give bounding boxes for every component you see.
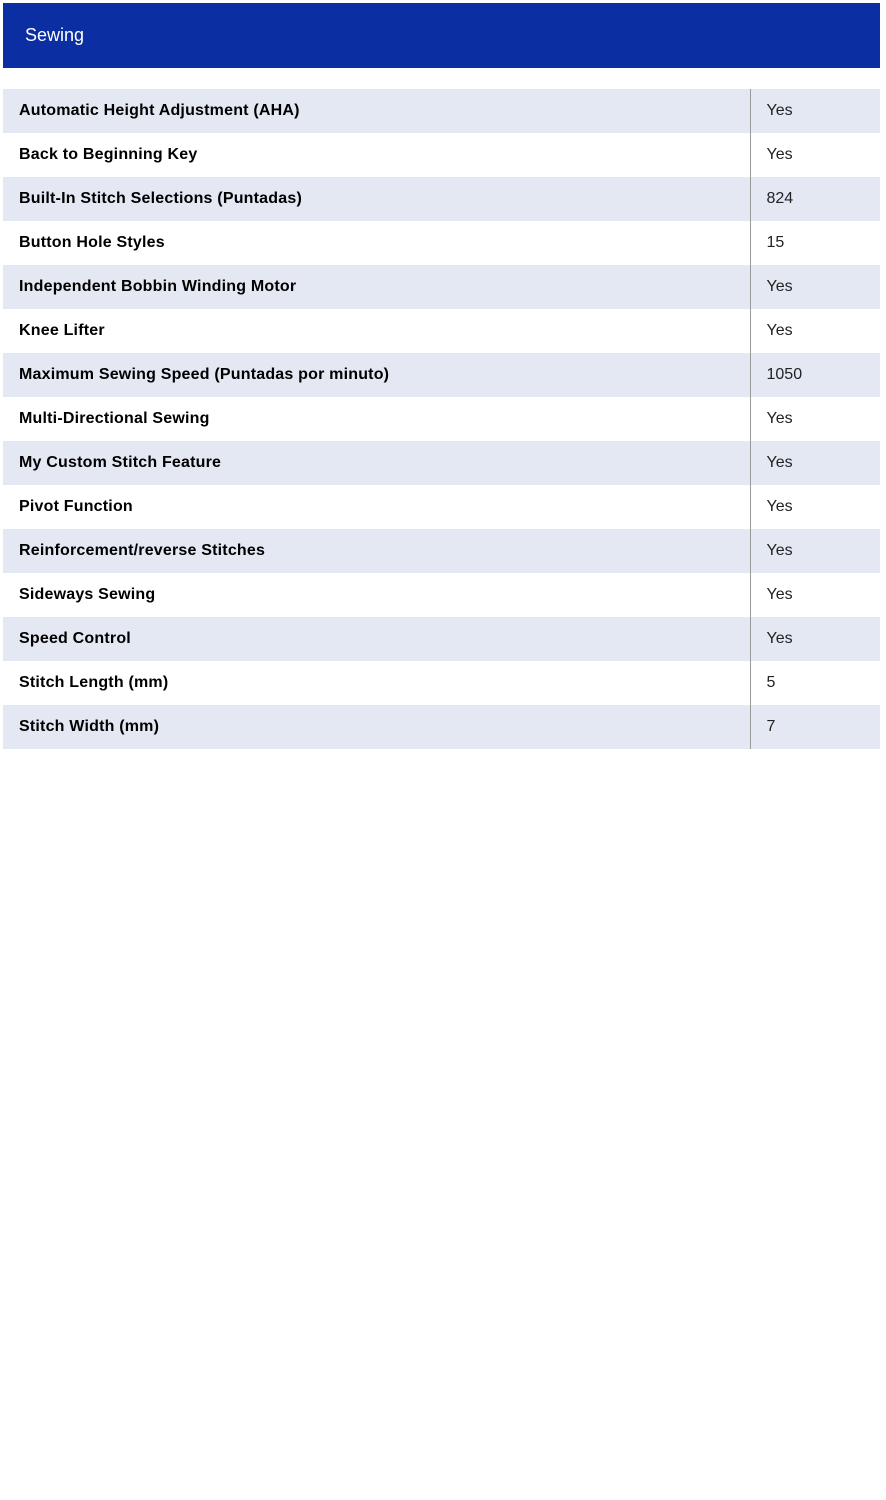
table-row <box>3 221 880 265</box>
spec-label: My Custom Stitch Feature <box>3 441 750 485</box>
spec-value: 1050 <box>750 353 880 397</box>
spec-value: Yes <box>750 397 880 441</box>
table-row <box>3 89 880 133</box>
spec-label: Knee Lifter <box>3 309 750 353</box>
spec-label: Built-In Stitch Selections (Puntadas) <box>3 177 750 221</box>
table-row <box>3 617 880 661</box>
spec-value: Yes <box>750 89 880 133</box>
table-row <box>3 353 880 397</box>
spec-value: Yes <box>750 529 880 573</box>
table-row <box>3 177 880 221</box>
table-row <box>3 441 880 485</box>
table-row <box>3 309 880 353</box>
table-row <box>3 661 880 705</box>
spec-value: Yes <box>750 617 880 661</box>
table-row <box>3 529 880 573</box>
spec-label: Automatic Height Adjustment (AHA) <box>3 89 750 133</box>
spec-value: Yes <box>750 441 880 485</box>
spec-label: Reinforcement/reverse Stitches <box>3 529 750 573</box>
table-row <box>3 397 880 441</box>
spec-label: Multi-Directional Sewing <box>3 397 750 441</box>
spec-value: 7 <box>750 705 880 749</box>
spec-label: Stitch Length (mm) <box>3 661 750 705</box>
spec-label: Maximum Sewing Speed (Puntadas por minuto) <box>3 353 750 397</box>
spec-value: Yes <box>750 573 880 617</box>
spec-label: Sideways Sewing <box>3 573 750 617</box>
spec-value: Yes <box>750 133 880 177</box>
spec-label: Speed Control <box>3 617 750 661</box>
spec-label: Stitch Width (mm) <box>3 705 750 749</box>
table-row <box>3 573 880 617</box>
table-row <box>3 133 880 177</box>
table-row <box>3 265 880 309</box>
section-header[interactable] <box>3 3 880 68</box>
spec-label: Pivot Function <box>3 485 750 529</box>
spec-value: 824 <box>750 177 880 221</box>
spec-label: Button Hole Styles <box>3 221 750 265</box>
spec-label: Independent Bobbin Winding Motor <box>3 265 750 309</box>
spec-value: Yes <box>750 485 880 529</box>
spec-value: 15 <box>750 221 880 265</box>
spec-table <box>3 89 880 749</box>
section-title: Sewing <box>25 25 85 45</box>
spec-value: Yes <box>750 309 880 353</box>
table-row <box>3 705 880 749</box>
spec-value: Yes <box>750 265 880 309</box>
spec-label: Back to Beginning Key <box>3 133 750 177</box>
table-row <box>3 485 880 529</box>
spec-value: 5 <box>750 661 880 705</box>
